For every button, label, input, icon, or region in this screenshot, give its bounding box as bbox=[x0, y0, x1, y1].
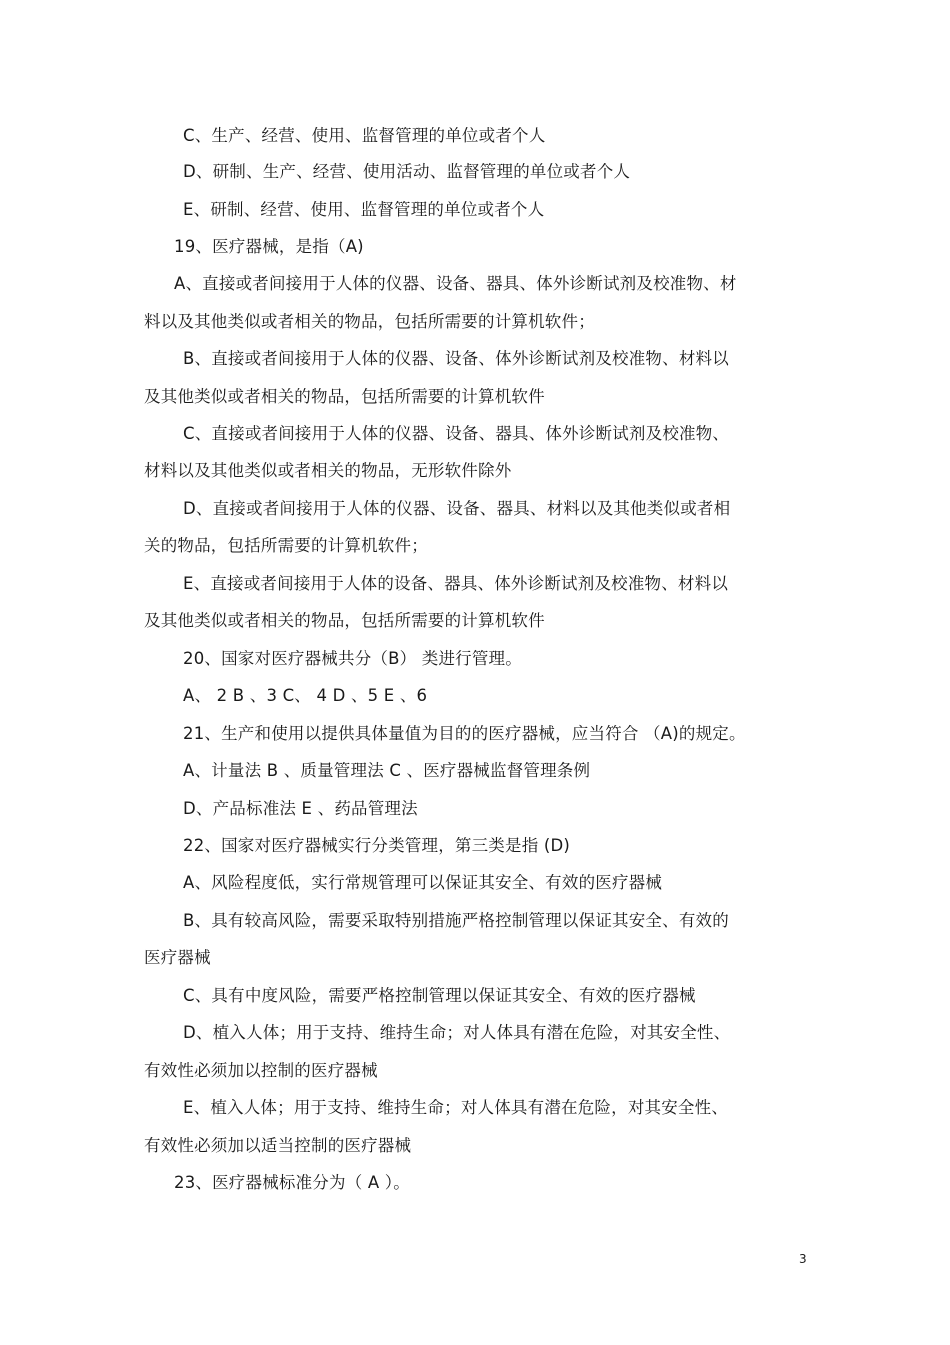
option-b-q22-line2: 医疗器械 bbox=[144, 948, 211, 967]
option-d-q19-line2: 关的物品，包括所需要的计算机软件； bbox=[144, 536, 428, 555]
option-b-q19-line1: B、直接或者间接用于人体的仪器、设备、体外诊断试剂及校准物、材料以 bbox=[183, 349, 729, 368]
question-20: 20、国家对医疗器械共分（B） 类进行管理。 bbox=[183, 649, 522, 668]
option-c-q19-line1: C、直接或者间接用于人体的仪器、设备、器具、体外诊断试剂及校准物、 bbox=[183, 424, 730, 443]
question-23: 23、医疗器械标准分为（ A ）。 bbox=[174, 1173, 410, 1192]
option-d-q19-line1: D、直接或者间接用于人体的仪器、设备、器具、材料以及其他类似或者相 bbox=[183, 499, 731, 518]
option-e-q22-line2: 有效性必须加以适当控制的医疗器械 bbox=[144, 1136, 412, 1155]
option-d-q22-line1: D、植入人体；用于支持、维持生命；对人体具有潜在危险，对其安全性、 bbox=[183, 1023, 731, 1042]
options-q21-line1: A、计量法 B 、质量管理法 C 、医疗器械监督管理条例 bbox=[183, 761, 591, 780]
option-b-q19-line2: 及其他类似或者相关的物品，包括所需要的计算机软件 bbox=[144, 387, 545, 406]
question-22: 22、国家对医疗器械实行分类管理，第三类是指 (D) bbox=[183, 836, 571, 855]
option-d-q18: D、研制、生产、经营、使用活动、监督管理的单位或者个人 bbox=[183, 162, 631, 181]
question-19: 19、医疗器械，是指（A) bbox=[174, 237, 364, 256]
options-q20: A、 2 B 、3 C、 4 D 、5 E 、6 bbox=[183, 686, 428, 705]
option-b-q22-line1: B、具有较高风险，需要采取特别措施严格控制管理以保证其安全、有效的 bbox=[183, 911, 729, 930]
option-e-q18: E、研制、经营、使用、监督管理的单位或者个人 bbox=[183, 200, 545, 219]
option-c-q22: C、具有中度风险，需要严格控制管理以保证其安全、有效的医疗器械 bbox=[183, 986, 696, 1005]
option-a-q22: A、风险程度低，实行常规管理可以保证其安全、有效的医疗器械 bbox=[183, 873, 663, 892]
options-q21-line2: D、产品标准法 E 、药品管理法 bbox=[183, 799, 418, 818]
option-e-q19-line2: 及其他类似或者相关的物品，包括所需要的计算机软件 bbox=[144, 611, 545, 630]
option-e-q22-line1: E、植入人体；用于支持、维持生命；对人体具有潜在危险，对其安全性、 bbox=[183, 1098, 729, 1117]
option-d-q22-line2: 有效性必须加以控制的医疗器械 bbox=[144, 1061, 378, 1080]
option-c-q18: C、生产、经营、使用、监督管理的单位或者个人 bbox=[183, 126, 546, 145]
option-e-q19-line1: E、直接或者间接用于人体的设备、器具、体外诊断试剂及校准物、材料以 bbox=[183, 574, 729, 593]
question-21: 21、生产和使用以提供具体量值为目的的医疗器械，应当符合 （A)的规定。 bbox=[183, 724, 746, 743]
option-c-q19-line2: 材料以及其他类似或者相关的物品，无形软件除外 bbox=[144, 461, 512, 480]
page-number: 3 bbox=[799, 1252, 807, 1266]
option-a-q19-line1: A、直接或者间接用于人体的仪器、设备、器具、体外诊断试剂及校准物、材 bbox=[174, 274, 737, 293]
option-a-q19-line2: 料以及其他类似或者相关的物品，包括所需要的计算机软件； bbox=[144, 312, 595, 331]
